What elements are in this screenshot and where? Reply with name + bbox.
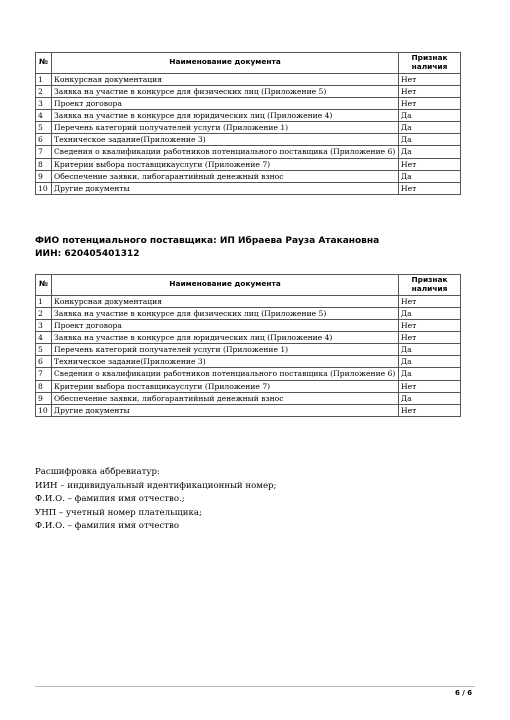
table-row: [36, 332, 461, 344]
availability-flag: Нет: [399, 97, 461, 109]
table-row: [36, 404, 461, 416]
table-row: [36, 344, 461, 356]
row-number: 2: [36, 307, 52, 319]
availability-flag: Да: [399, 110, 461, 122]
row-number: 6: [36, 356, 52, 368]
col-header-number: №: [36, 275, 52, 296]
table-row: [36, 97, 461, 109]
availability-flag: Нет: [399, 182, 461, 194]
availability-flag: Да: [399, 134, 461, 146]
availability-flag: Да: [399, 392, 461, 404]
document-name: Другие документы: [52, 182, 399, 194]
document-name: Заявка на участие в конкурсе для юридических лиц (Приложение 4): [52, 332, 399, 344]
availability-flag: Нет: [399, 85, 461, 97]
row-number: 7: [36, 368, 52, 380]
row-number: 1: [36, 295, 52, 307]
availability-flag: Нет: [399, 73, 461, 85]
row-number: 5: [36, 344, 52, 356]
col-header-availability: Признак наличия: [399, 53, 461, 74]
document-name: Техническое задание(Приложение 3): [52, 356, 399, 368]
legend-item: ИИН – индивидуальный идентификационный номер;: [35, 480, 277, 491]
table-body: [36, 73, 461, 194]
table-row: [36, 295, 461, 307]
document-name: Конкурсная документация: [52, 73, 399, 85]
abbreviations-legend: [35, 466, 276, 534]
footer-divider: [35, 686, 475, 687]
table-row: [36, 146, 461, 158]
availability-flag: Да: [399, 368, 461, 380]
legend-item: Ф.И.О. – фамилия имя отчество: [35, 521, 180, 531]
legend-item: УНП – учетный номер плательщика;: [35, 507, 202, 518]
document-name: Другие документы: [52, 404, 399, 416]
table-row: [36, 73, 461, 85]
table-row: [36, 85, 461, 97]
availability-flag: Да: [399, 122, 461, 134]
row-number: 10: [36, 404, 52, 416]
table-row: [36, 368, 461, 380]
row-number: 8: [36, 158, 52, 170]
row-number: 4: [36, 110, 52, 122]
availability-flag: Да: [399, 344, 461, 356]
table-row: [36, 170, 461, 182]
availability-flag: Да: [399, 356, 461, 368]
col-header-document-name: Наименование документа: [52, 275, 399, 296]
legend-item: Ф.И.О. – фамилия имя отчество.;: [35, 494, 185, 504]
availability-flag: Нет: [399, 319, 461, 331]
table-row: [36, 158, 461, 170]
row-number: 4: [36, 332, 52, 344]
document-name: Заявка на участие в конкурсе для физических лиц (Приложение 5): [52, 85, 399, 97]
table-row: [36, 356, 461, 368]
document-name: Проект договора: [52, 97, 399, 109]
row-number: 9: [36, 170, 52, 182]
row-number: 6: [36, 134, 52, 146]
availability-flag: Да: [399, 307, 461, 319]
table-header-row: [36, 275, 461, 296]
document-name: Обеспечение заявки, либогарантийный денежный взнос: [52, 170, 399, 182]
legend-title: Расшифровка аббревиатур:: [35, 467, 160, 477]
table-row: [36, 110, 461, 122]
document-name: Перечень категорий получателей услуги (Приложение 1): [52, 122, 399, 134]
row-number: 3: [36, 97, 52, 109]
supplier-name-heading: ФИО потенциального поставщика: ИП Ибраева Рауза Атакановна: [35, 236, 380, 246]
row-number: 7: [36, 146, 52, 158]
availability-flag: Нет: [399, 332, 461, 344]
document-name: Критерии выбора поставщикауслуги (Приложение 7): [52, 380, 399, 392]
row-number: 2: [36, 85, 52, 97]
document-name: Критерии выбора поставщикауслуги (Приложение 7): [52, 158, 399, 170]
row-number: 8: [36, 380, 52, 392]
row-number: 1: [36, 73, 52, 85]
document-name: Перечень категорий получателей услуги (Приложение 1): [52, 344, 399, 356]
document-name: Заявка на участие в конкурсе для юридических лиц (Приложение 4): [52, 110, 399, 122]
table-row: [36, 392, 461, 404]
table-header-row: [36, 53, 461, 74]
availability-flag: Нет: [399, 380, 461, 392]
supplier-iin-heading: ИИН: 620405401312: [35, 249, 140, 259]
table-row: [36, 122, 461, 134]
document-name: Техническое задание(Приложение 3): [52, 134, 399, 146]
row-number: 10: [36, 182, 52, 194]
document-name: Конкурсная документация: [52, 295, 399, 307]
availability-flag: Нет: [399, 404, 461, 416]
document-name: Заявка на участие в конкурсе для физических лиц (Приложение 5): [52, 307, 399, 319]
row-number: 3: [36, 319, 52, 331]
availability-flag: Да: [399, 170, 461, 182]
row-number: 5: [36, 122, 52, 134]
table-row: [36, 380, 461, 392]
col-header-document-name: Наименование документа: [52, 53, 399, 74]
document-name: Обеспечение заявки, либогарантийный денежный взнос: [52, 392, 399, 404]
availability-flag: Нет: [399, 295, 461, 307]
row-number: 9: [36, 392, 52, 404]
table-row: [36, 307, 461, 319]
col-header-availability: Признак наличия: [399, 275, 461, 296]
document-name: Сведения о квалификации работников потенциального поставщика (Приложение 6): [52, 146, 399, 158]
availability-flag: Нет: [399, 158, 461, 170]
availability-flag: Да: [399, 146, 461, 158]
documents-table-1: [35, 52, 461, 195]
document-name: Сведения о квалификации работников потенциального поставщика (Приложение 6): [52, 368, 399, 380]
table-row: [36, 319, 461, 331]
documents-table-2: [35, 274, 461, 417]
page-number: 6 / 6: [455, 689, 473, 697]
table-row: [36, 134, 461, 146]
table-row: [36, 182, 461, 194]
document-name: Проект договора: [52, 319, 399, 331]
table-body: [36, 295, 461, 416]
col-header-number: №: [36, 53, 52, 74]
